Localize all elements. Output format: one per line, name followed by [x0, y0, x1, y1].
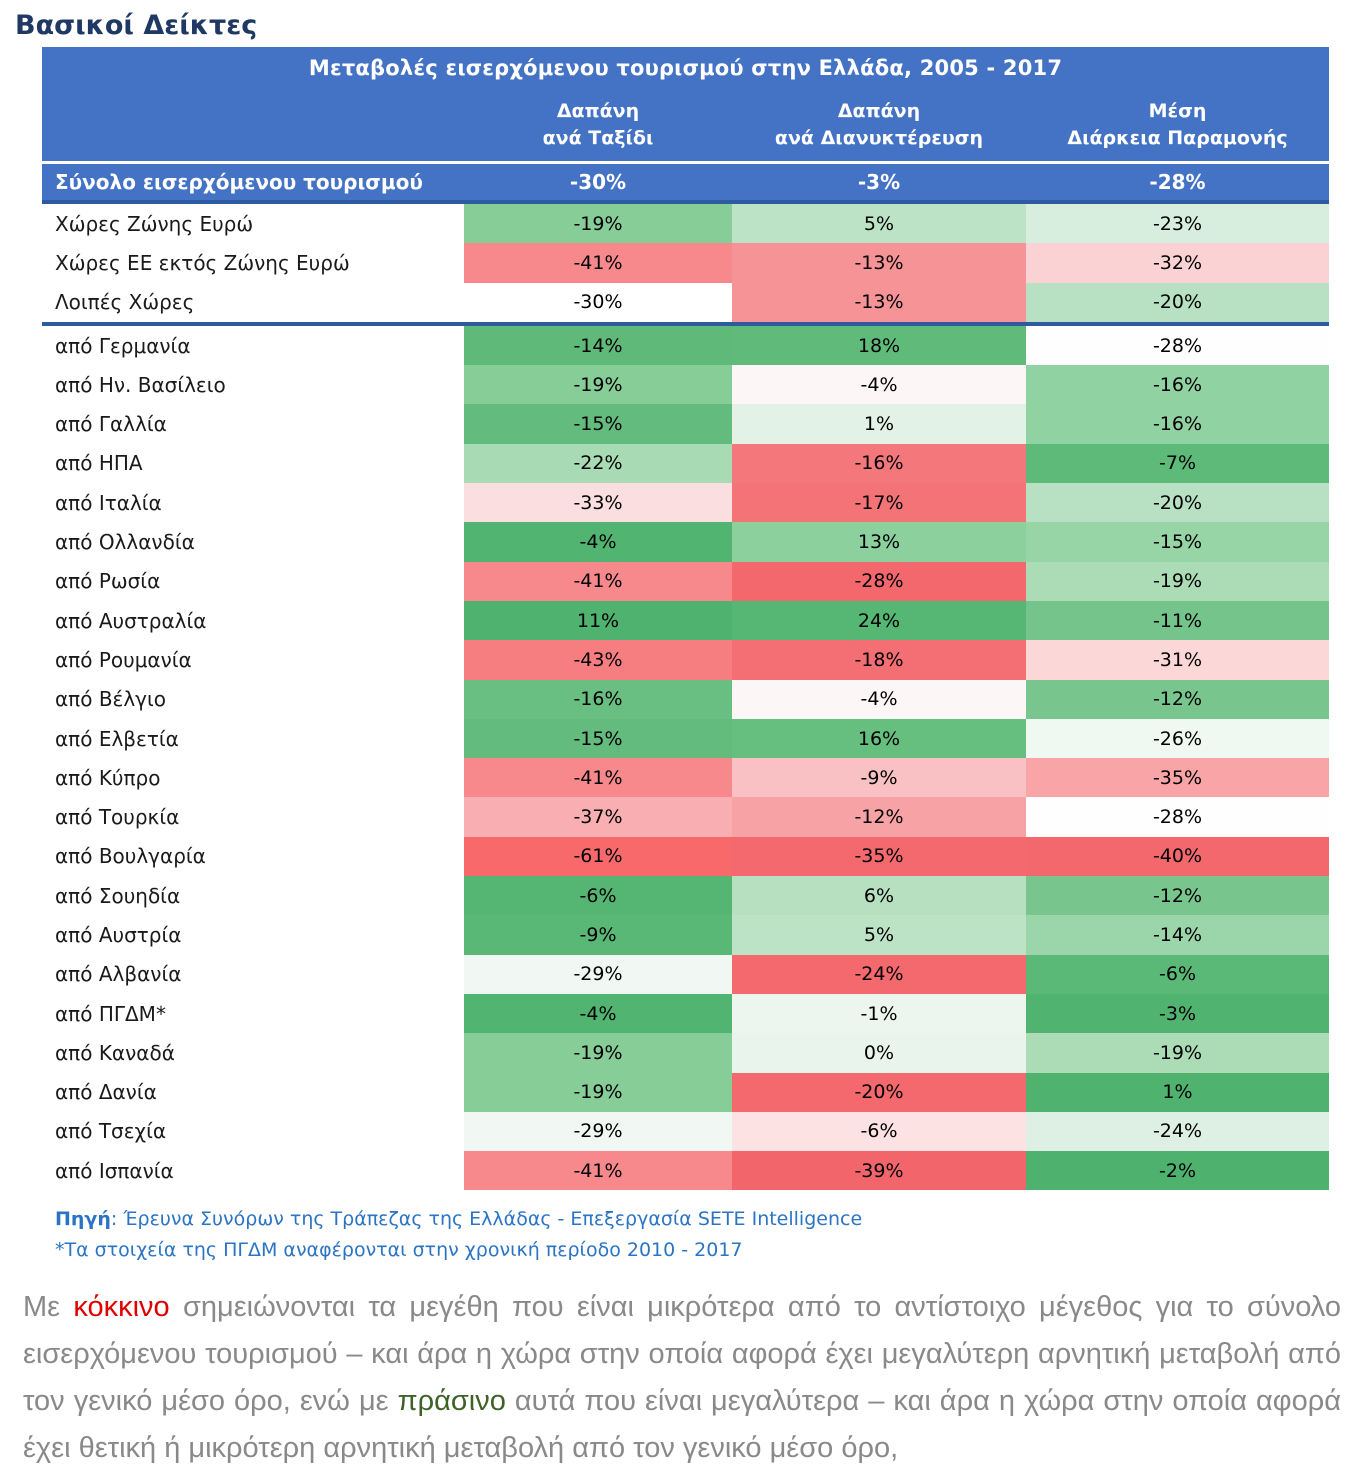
- table-row: [42, 1151, 1329, 1190]
- legend-color-word: πράσινο: [397, 1385, 506, 1418]
- value-cell: -29%: [464, 955, 732, 994]
- table-row: [42, 719, 1329, 758]
- value-cell: -18%: [732, 640, 1026, 679]
- value-cell: -20%: [732, 1073, 1026, 1112]
- value-cell: -20%: [1026, 483, 1329, 522]
- legend-paragraph: Με κόκκινο σημειώνονται τα μεγέθη που είναι μικρότερα από το αντίστοιχο μέγεθος για το σύνολο εισερχόμενου τουρισμού – και άρα η χώρα στην οποία αφορά έχει μεγαλύτερη αρνητική μεταβολή από τον γενικό μέσο όρο, ενώ με πράσινο αυτά που είναι μεγαλύτερα – και άρα η χώρα στην οποία αφορά έχει θετική ή μικρότερη αρνητική μεταβολή από τον γενικό μέσο όρο,: [23, 1291, 1341, 1465]
- value-cell: -7%: [1026, 444, 1329, 483]
- table-row: [42, 1112, 1329, 1151]
- row-label: από Ην. Βασίλειο: [42, 365, 464, 404]
- value-cell: -4%: [464, 994, 732, 1033]
- column-header-spend-per-trip: Δαπάνη ανά Ταξίδι: [542, 100, 654, 149]
- value-cell: -12%: [1026, 876, 1329, 915]
- value-cell: -9%: [464, 915, 732, 954]
- row-label: από Καναδά: [42, 1033, 464, 1072]
- value-cell: -61%: [464, 837, 732, 876]
- value-cell: -12%: [732, 797, 1026, 836]
- column-header-spend-per-overnight: Δαπάνη ανά Διανυκτέρευση: [774, 100, 984, 149]
- value-cell: -26%: [1026, 719, 1329, 758]
- value-cell: -6%: [464, 876, 732, 915]
- row-label: από Γαλλία: [42, 404, 464, 443]
- row-label: από Κύπρο: [42, 758, 464, 797]
- table-row: [42, 797, 1329, 836]
- value-cell: -35%: [1026, 758, 1329, 797]
- value-cell: 18%: [732, 326, 1026, 365]
- table-row: [42, 915, 1329, 954]
- value-cell: -29%: [464, 1112, 732, 1151]
- row-label: Χώρες Ζώνης Ευρώ: [42, 204, 464, 243]
- value-cell: -19%: [464, 204, 732, 243]
- table-row: [42, 522, 1329, 561]
- row-label: από Ρωσία: [42, 562, 464, 601]
- value-cell: -19%: [1026, 562, 1329, 601]
- row-label: από Ισπανία: [42, 1151, 464, 1190]
- row-label: Λοιπές Χώρες: [42, 283, 464, 322]
- value-cell: -33%: [464, 483, 732, 522]
- source-note: [55, 1204, 1365, 1235]
- table-row: [42, 444, 1329, 483]
- value-cell: -19%: [464, 1073, 732, 1112]
- table-row: [42, 640, 1329, 679]
- value-cell: -6%: [732, 1112, 1026, 1151]
- value-cell: -9%: [732, 758, 1026, 797]
- value-cell: -13%: [732, 243, 1026, 282]
- row-label: από Αυστραλία: [42, 601, 464, 640]
- value-cell: -2%: [1026, 1151, 1329, 1190]
- value-cell: -19%: [464, 1033, 732, 1072]
- value-cell: 0%: [732, 1033, 1026, 1072]
- footnotes: [55, 1204, 1365, 1266]
- value-cell: -20%: [1026, 283, 1329, 322]
- table-row: [42, 243, 1329, 282]
- value-cell: -1%: [732, 994, 1026, 1033]
- tourism-indicators-table: [42, 47, 1329, 1190]
- value-cell: -31%: [1026, 640, 1329, 679]
- value-cell: 1%: [732, 404, 1026, 443]
- value-cell: -30%: [464, 283, 732, 322]
- total-value-cell: -3%: [857, 170, 901, 194]
- row-label: από Τσεχία: [42, 1112, 464, 1151]
- table-row: [42, 1073, 1329, 1112]
- value-cell: -24%: [732, 955, 1026, 994]
- table-row: [42, 326, 1329, 365]
- value-cell: -41%: [464, 562, 732, 601]
- column-header-avg-length-of-stay: Μέση Διάρκεια Παραμονής: [1067, 100, 1288, 149]
- table-row: [42, 758, 1329, 797]
- value-cell: 13%: [732, 522, 1026, 561]
- row-label: από ΠΓΔΜ*: [42, 994, 464, 1033]
- value-cell: -23%: [1026, 204, 1329, 243]
- row-label: από Γερμανία: [42, 326, 464, 365]
- value-cell: -16%: [732, 444, 1026, 483]
- row-label: από Ελβετία: [42, 719, 464, 758]
- row-label: από Αλβανία: [42, 955, 464, 994]
- table-body-countries: [42, 326, 1329, 1191]
- total-row-label: Σύνολο εισερχόμενου τουρισμού: [55, 170, 423, 194]
- value-cell: -43%: [464, 640, 732, 679]
- asterisk-note: *Τα στοιχεία της ΠΓΔΜ αναφέρονται στην χρονική περίοδο 2010 - 2017: [55, 1239, 743, 1262]
- value-cell: -40%: [1026, 837, 1329, 876]
- value-cell: -14%: [1026, 915, 1329, 954]
- row-label: από Δανία: [42, 1073, 464, 1112]
- row-label: από Αυστρία: [42, 915, 464, 954]
- value-cell: 16%: [732, 719, 1026, 758]
- value-cell: -13%: [732, 283, 1026, 322]
- row-label: από Βέλγιο: [42, 680, 464, 719]
- table-row: [42, 404, 1329, 443]
- value-cell: -16%: [1026, 404, 1329, 443]
- value-cell: -24%: [1026, 1112, 1329, 1151]
- value-cell: -16%: [1026, 365, 1329, 404]
- legend-color-word: κόκκινο: [73, 1291, 170, 1324]
- table-row: [42, 876, 1329, 915]
- table-row: [42, 483, 1329, 522]
- value-cell: -37%: [464, 797, 732, 836]
- table-row: [42, 680, 1329, 719]
- source-label: Πηγή: [55, 1208, 111, 1231]
- value-cell: -19%: [1026, 1033, 1329, 1072]
- table-title: Μεταβολές εισερχόμενου τουρισμού στην Ελλάδα, 2005 - 2017: [308, 56, 1063, 80]
- value-cell: -4%: [464, 522, 732, 561]
- value-cell: -14%: [464, 326, 732, 365]
- value-cell: -15%: [464, 719, 732, 758]
- table-header: [42, 47, 1329, 161]
- table-row: [42, 283, 1329, 322]
- value-cell: -15%: [1026, 522, 1329, 561]
- value-cell: -19%: [464, 365, 732, 404]
- row-label: από Βουλγαρία: [42, 837, 464, 876]
- value-cell: 11%: [464, 601, 732, 640]
- value-cell: 6%: [732, 876, 1026, 915]
- value-cell: -41%: [464, 243, 732, 282]
- value-cell: -12%: [1026, 680, 1329, 719]
- row-label: από ΗΠΑ: [42, 444, 464, 483]
- table-row: [42, 955, 1329, 994]
- value-cell: -22%: [464, 444, 732, 483]
- row-label: από Τουρκία: [42, 797, 464, 836]
- row-label: από Ολλανδία: [42, 522, 464, 561]
- value-cell: -3%: [1026, 994, 1329, 1033]
- row-label: από Ιταλία: [42, 483, 464, 522]
- value-cell: 5%: [732, 204, 1026, 243]
- value-cell: -28%: [1026, 326, 1329, 365]
- table-row: [42, 365, 1329, 404]
- row-label: από Σουηδία: [42, 876, 464, 915]
- row-label: από Ρουμανία: [42, 640, 464, 679]
- value-cell: -4%: [732, 680, 1026, 719]
- value-cell: 5%: [732, 915, 1026, 954]
- value-cell: -15%: [464, 404, 732, 443]
- column-headers-row: [42, 89, 1329, 161]
- page-title: Βασικοί Δείκτες: [15, 10, 258, 41]
- total-row: [42, 161, 1329, 200]
- value-cell: -11%: [1026, 601, 1329, 640]
- table-row: [42, 562, 1329, 601]
- source-text: : Έρευνα Συνόρων της Τράπεζας της Ελλάδας - Επεξεργασία SETE Intelligence: [110, 1208, 863, 1231]
- value-cell: -35%: [732, 837, 1026, 876]
- value-cell: -28%: [1026, 797, 1329, 836]
- label-column-spacer: [42, 89, 464, 161]
- value-cell: -6%: [1026, 955, 1329, 994]
- value-cell: -41%: [464, 1151, 732, 1190]
- table-row: [42, 601, 1329, 640]
- value-cell: -28%: [732, 562, 1026, 601]
- total-value-cell: -28%: [1149, 170, 1206, 194]
- table-row: [42, 837, 1329, 876]
- table-row: [42, 994, 1329, 1033]
- value-cell: 1%: [1026, 1073, 1329, 1112]
- report-page: [0, 10, 1365, 1472]
- value-cell: 24%: [732, 601, 1026, 640]
- row-label: Χώρες ΕΕ εκτός Ζώνης Ευρώ: [42, 243, 464, 282]
- value-cell: -4%: [732, 365, 1026, 404]
- value-cell: -17%: [732, 483, 1026, 522]
- table-row: [42, 1033, 1329, 1072]
- value-cell: -32%: [1026, 243, 1329, 282]
- value-cell: -16%: [464, 680, 732, 719]
- value-cell: -41%: [464, 758, 732, 797]
- table-body-groups: [42, 204, 1329, 322]
- value-cell: -39%: [732, 1151, 1026, 1190]
- table-row: [42, 204, 1329, 243]
- total-value-cell: -30%: [569, 170, 627, 194]
